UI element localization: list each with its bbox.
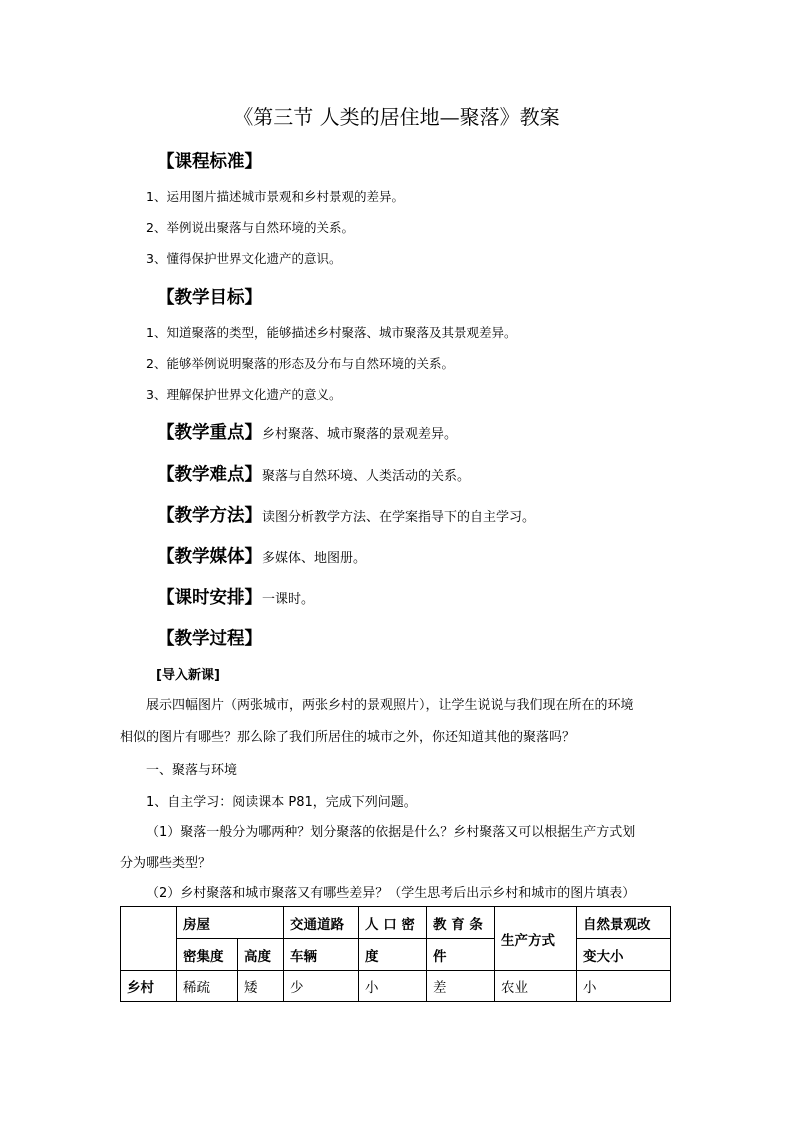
heading-key-points: 【教学重点】 (157, 423, 262, 443)
cell-landscape: 小 (577, 971, 671, 1002)
key-points-row (157, 419, 457, 444)
heading-process: 【教学过程】 (157, 629, 262, 649)
methods-text: 读图分析教学方法、在学案指导下的自主学习。 (262, 510, 536, 525)
cell-production: 农业 (495, 971, 577, 1002)
header-population-1: 人 口 密 (359, 907, 427, 939)
heading-teaching-goals: 【教学目标】 (157, 288, 262, 308)
intro-para-line-1: 展示四幅图片（两张城市，两张乡村的景观照片），让学生说说与我们现在所在的环境 (146, 698, 634, 713)
question-2-line: （2）乡村聚落和城市聚落又有哪些差异？（学生思考后出示乡村和城市的图片填表） (146, 886, 636, 901)
table-corner-cell (121, 907, 177, 971)
question-1-line-2: 分为哪些类型？ (120, 856, 212, 871)
heading-methods: 【教学方法】 (157, 506, 262, 526)
header-landscape-2: 变大小 (577, 939, 671, 971)
header-education-2: 件 (427, 939, 495, 971)
comparison-table (120, 906, 671, 1002)
media-row (157, 543, 366, 568)
curriculum-item-2: 2、举例说出聚落与自然环境的关系。 (146, 220, 354, 235)
goal-item-2: 2、能够举例说明聚落的形态及分布与自然环境的关系。 (146, 356, 454, 371)
cell-height: 矮 (238, 971, 284, 1002)
heading-curriculum-standard: 【课程标准】 (157, 152, 262, 172)
header-landscape-1: 自然景观改 (577, 907, 671, 939)
question-1-line-1: （1）聚落一般分为哪两种？划分聚落的依据是什么？乡村聚落又可以根据生产方式划 (146, 825, 636, 840)
difficulties-text: 聚落与自然环境、人类活动的关系。 (262, 469, 471, 484)
header-traffic-2: 车辆 (284, 939, 359, 971)
section-1-title: 一、聚落与环境 (146, 763, 238, 778)
header-height: 高度 (238, 939, 284, 971)
cell-traffic: 少 (284, 971, 359, 1002)
row-label-rural: 乡村 (121, 971, 177, 1002)
heading-media: 【教学媒体】 (157, 547, 262, 567)
header-education-1: 教 育 条 (427, 907, 495, 939)
header-production: 生产方式 (495, 907, 577, 971)
difficulties-row (157, 461, 470, 486)
goal-item-1: 1、知道聚落的类型，能够描述乡村聚落、城市聚落及其景观差异。 (146, 325, 517, 340)
header-population-2: 度 (359, 939, 427, 971)
curriculum-item-3: 3、懂得保护世界文化遗产的意识。 (146, 251, 342, 266)
self-study-line: 1、自主学习：阅读课本 P81，完成下列问题。 (146, 795, 417, 810)
goal-item-3: 3、理解保护世界文化遗产的意义。 (146, 387, 342, 402)
page-title: 《第三节 人类的居住地—聚落》教案 (233, 105, 560, 129)
header-house: 房屋 (177, 907, 284, 939)
header-density: 密集度 (177, 939, 238, 971)
schedule-text: 一课时。 (262, 592, 315, 607)
methods-row (157, 502, 535, 527)
cell-density: 稀疏 (177, 971, 238, 1002)
header-traffic-1: 交通道路 (284, 907, 359, 939)
cell-population: 小 (359, 971, 427, 1002)
curriculum-item-1: 1、运用图片描述城市景观和乡村景观的差异。 (146, 189, 404, 204)
intro-para-line-2: 相似的图片有哪些？那么除了我们所居住的城市之外，你还知道其他的聚落吗？ (120, 730, 576, 745)
key-points-text: 乡村聚落、城市聚落的景观差异。 (262, 427, 458, 442)
intro-label: [导入新课] (156, 668, 220, 683)
heading-difficulties: 【教学难点】 (157, 465, 262, 485)
schedule-row (157, 584, 314, 609)
heading-schedule: 【课时安排】 (157, 588, 262, 608)
cell-education: 差 (427, 971, 495, 1002)
table-row (121, 971, 671, 1002)
media-text: 多媒体、地图册。 (262, 551, 367, 566)
